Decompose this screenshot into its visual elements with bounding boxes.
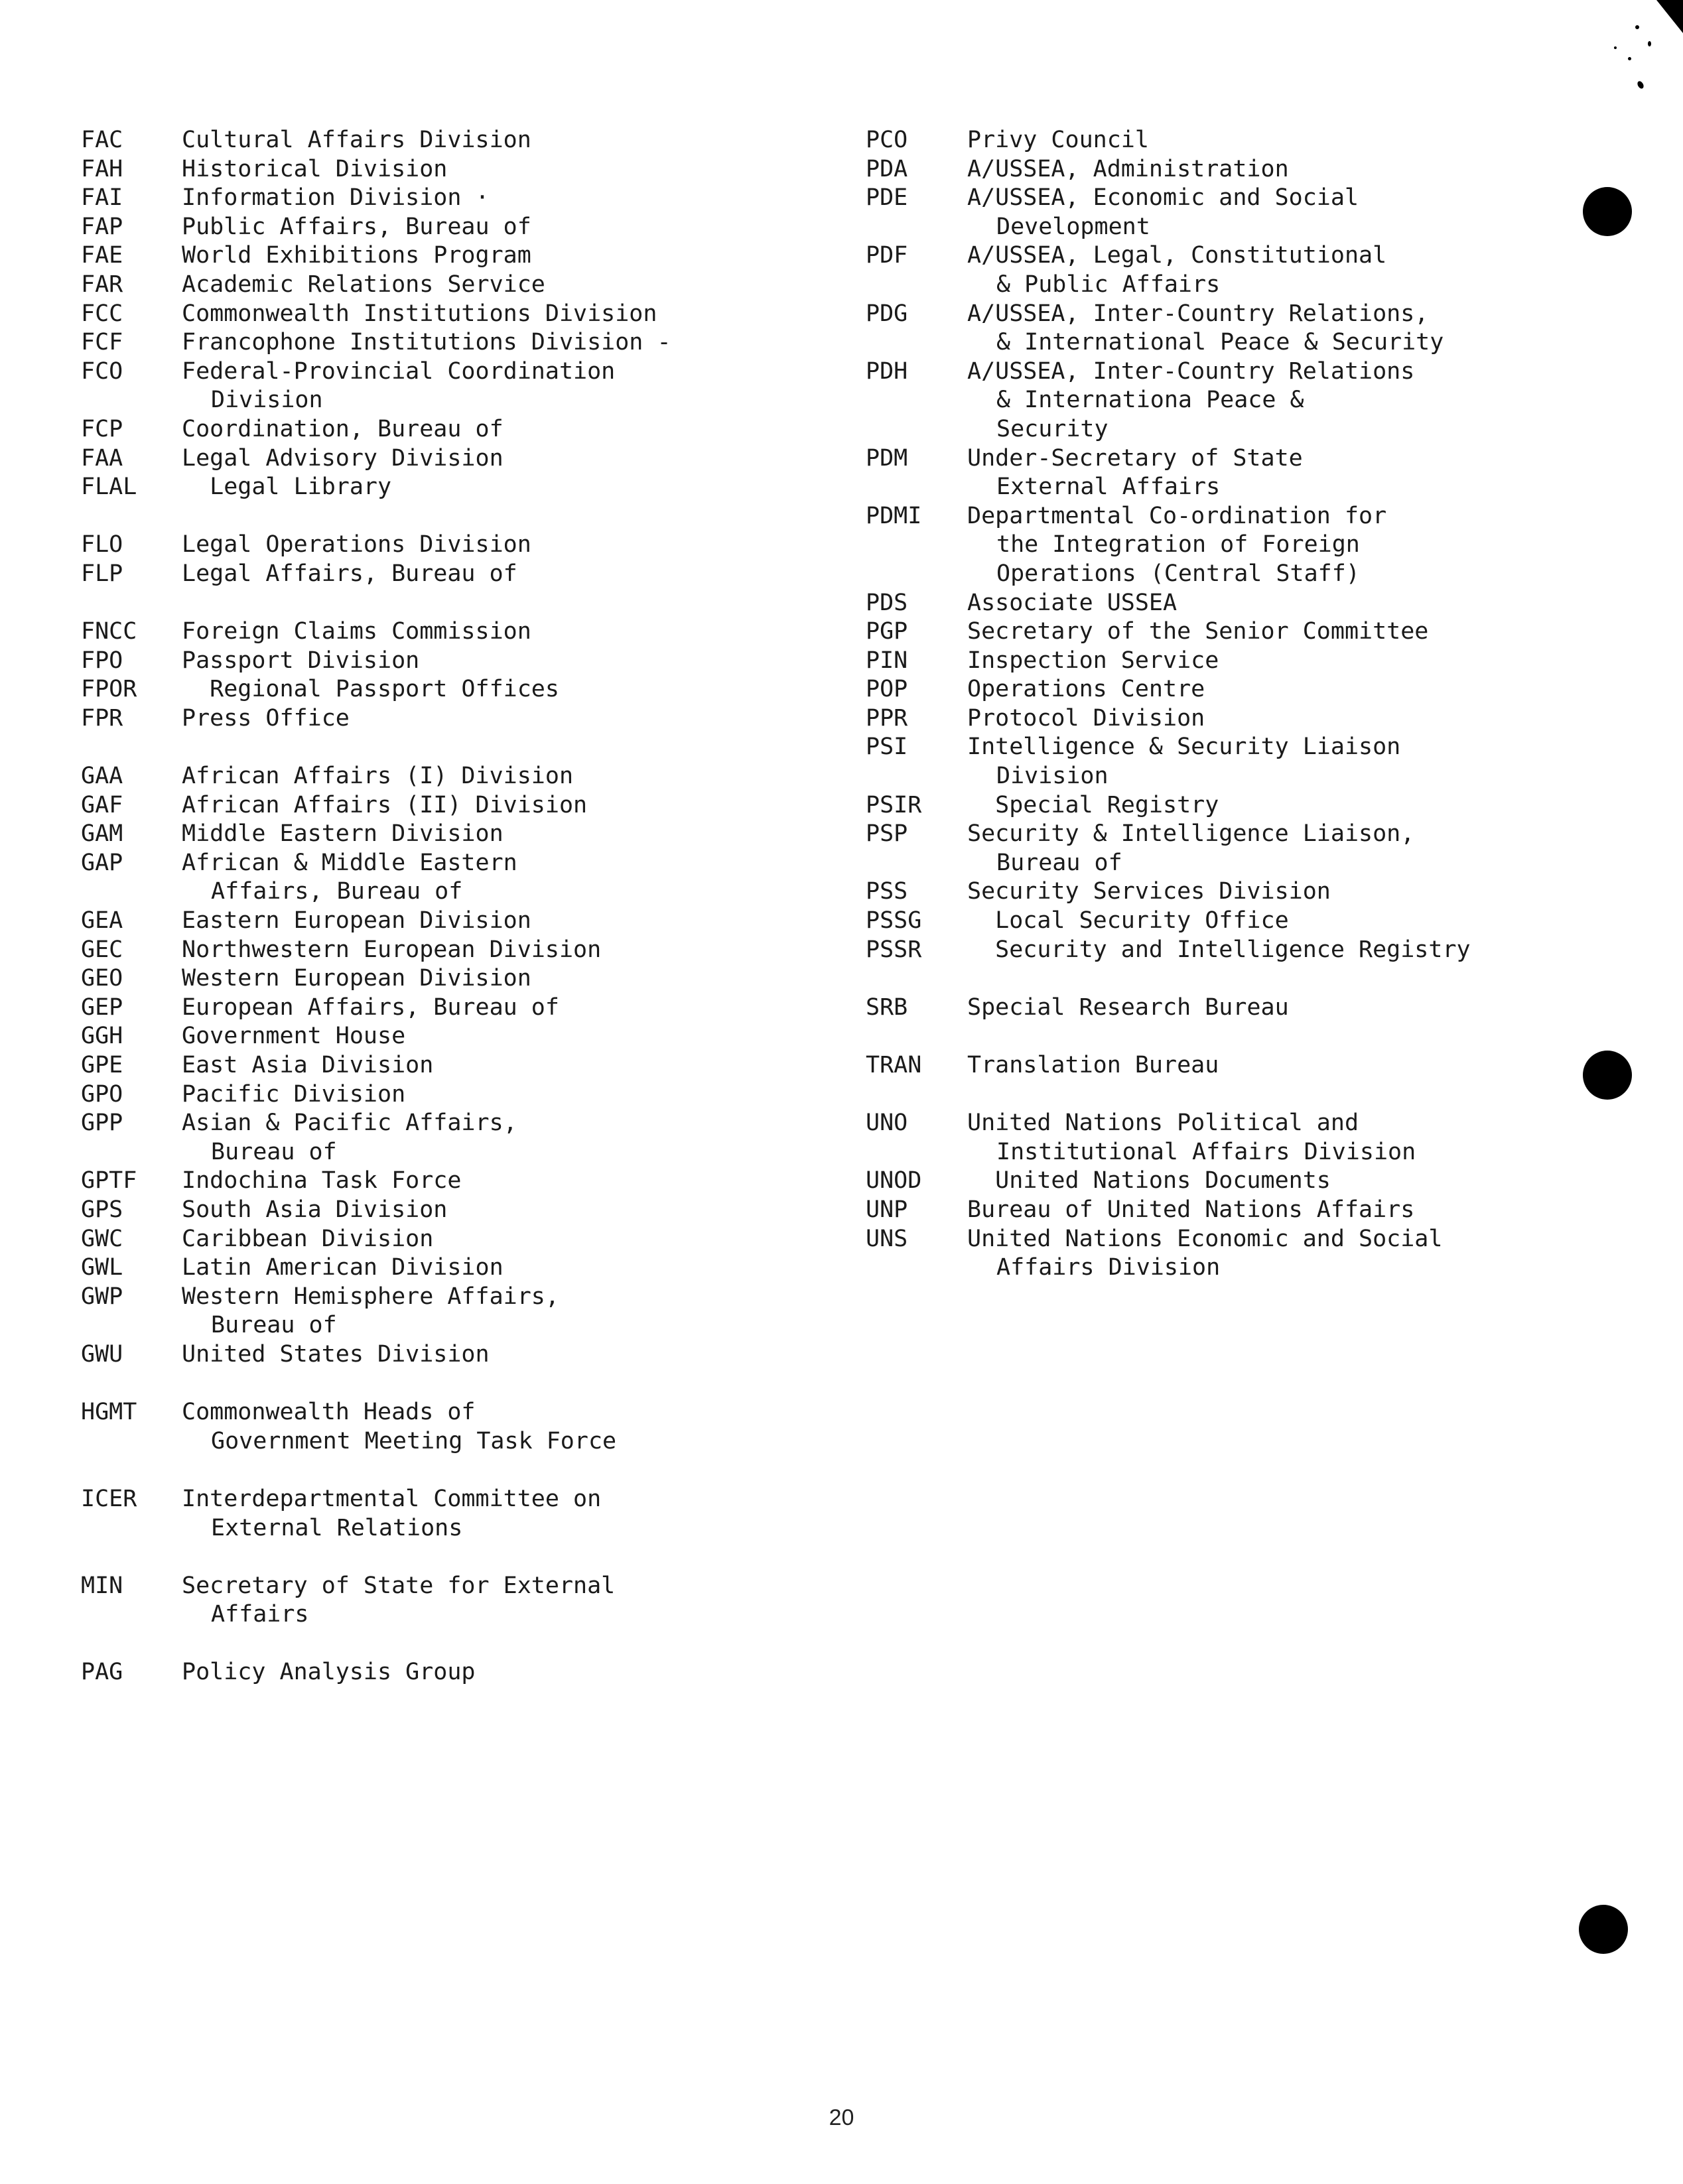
abbreviation-code: PSI <box>866 734 908 761</box>
abbreviation-code: ICER <box>81 1485 137 1512</box>
page-number: 20 <box>829 2105 854 2130</box>
description-line: Under-Secretary of State <box>967 444 1303 472</box>
abbreviation-code: UNOD <box>866 1167 922 1194</box>
description-line: External Affairs <box>996 474 1221 501</box>
abbreviation-description <box>182 1398 811 1456</box>
abbreviation-entry <box>81 994 811 1023</box>
abbreviation-entry <box>81 1080 811 1110</box>
abbreviation-entry <box>81 1167 811 1196</box>
abbreviation-entry <box>81 1253 811 1283</box>
abbreviation-description <box>182 155 811 184</box>
description-line: Federal-Provincial Coordination <box>182 357 616 385</box>
scan-speck <box>1635 25 1639 29</box>
abbreviation-code: GAA <box>81 763 123 790</box>
abbreviation-description <box>182 328 811 357</box>
description-line: Bureau of <box>211 1312 337 1339</box>
abbreviation-entry <box>81 704 811 734</box>
abbreviation-code: FAR <box>81 271 123 298</box>
description-line: Associate USSEA <box>967 589 1178 616</box>
description-line: Western Hemisphere Affairs, <box>182 1283 559 1310</box>
description-line: Secretary of State for External <box>182 1572 616 1599</box>
description-line: Caribbean Division <box>182 1225 434 1252</box>
description-line: Special Research Bureau <box>967 994 1289 1021</box>
abbreviation-description <box>182 762 811 791</box>
abbreviation-code: FAH <box>81 155 123 182</box>
description-line: Policy Analysis Group <box>182 1659 476 1686</box>
abbreviation-description <box>182 1658 811 1687</box>
abbreviation-code: GEC <box>81 936 123 963</box>
abbreviation-description <box>967 907 1649 936</box>
abbreviation-description <box>967 300 1649 357</box>
abbreviation-description <box>182 1022 811 1051</box>
abbreviation-entry <box>866 1167 1649 1196</box>
description-line: Commonwealth Heads of <box>182 1399 476 1426</box>
abbreviation-entry <box>81 415 811 444</box>
abbreviation-description <box>967 1225 1649 1283</box>
abbreviation-entry <box>866 1196 1649 1225</box>
abbreviation-code: GWL <box>81 1254 123 1281</box>
description-line: Security <box>996 415 1109 442</box>
abbreviation-entry <box>81 444 811 474</box>
description-line: Legal Operations Division <box>182 531 531 558</box>
description-line: Interdepartmental Committee on <box>182 1485 602 1512</box>
abbreviation-description <box>182 1196 811 1225</box>
abbreviation-entry <box>81 791 811 820</box>
description-line: African Affairs (I) Division <box>182 763 574 790</box>
abbreviation-entry <box>81 155 811 184</box>
abbreviation-description <box>182 126 811 155</box>
description-line: External Relations <box>211 1514 463 1541</box>
abbreviation-code: GPE <box>81 1052 123 1078</box>
description-line: Division <box>996 763 1109 790</box>
abbreviation-entry <box>866 1109 1649 1167</box>
abbreviation-entry <box>866 994 1649 1023</box>
description-line: Information Division · <box>182 184 490 212</box>
description-line: Affairs <box>211 1601 309 1628</box>
abbreviation-entry <box>81 357 811 415</box>
abbreviation-entry <box>81 1340 811 1370</box>
description-line: Affairs, Bureau of <box>211 878 463 905</box>
abbreviation-entry <box>81 617 811 647</box>
abbreviation-description <box>967 241 1649 299</box>
abbreviation-code: PDA <box>866 155 908 182</box>
abbreviation-code: PIN <box>866 647 908 674</box>
description-line: Press Office <box>182 704 350 732</box>
abbreviation-code: GEA <box>81 907 123 934</box>
abbreviation-entry <box>866 1225 1649 1283</box>
abbreviation-description <box>182 300 811 329</box>
abbreviation-description <box>967 994 1649 1023</box>
abbreviation-description <box>182 241 811 271</box>
description-line: A/USSEA, Inter-Country Relations, <box>967 300 1429 327</box>
abbreviation-code: FCC <box>81 300 123 327</box>
abbreviation-code: FAI <box>81 184 123 212</box>
description-line: United Nations Documents <box>967 1167 1331 1194</box>
abbreviation-entry <box>866 647 1649 676</box>
abbreviation-entry <box>866 357 1649 444</box>
abbreviation-code: PDG <box>866 300 908 327</box>
abbreviation-description <box>182 1080 811 1110</box>
abbreviation-description <box>967 1051 1649 1080</box>
abbreviation-code: FAC <box>81 127 123 153</box>
abbreviation-description <box>182 271 811 300</box>
abbreviation-code: FPOR <box>81 676 137 703</box>
abbreviation-entry <box>81 1196 811 1225</box>
abbreviation-description <box>182 791 811 820</box>
abbreviation-entry <box>866 502 1649 589</box>
abbreviation-list-right <box>866 126 1649 1283</box>
abbreviation-entry <box>81 820 811 849</box>
description-line: Inspection Service <box>967 647 1219 674</box>
description-line: Departmental Co-ordination for <box>967 502 1387 529</box>
abbreviation-description <box>967 502 1649 589</box>
punch-hole <box>1579 1905 1628 1954</box>
description-line: Bureau of <box>996 849 1122 876</box>
abbreviation-description <box>967 1167 1649 1196</box>
abbreviation-entry <box>81 1022 811 1051</box>
description-line: Latin American Division <box>182 1254 504 1281</box>
abbreviation-description <box>182 1572 811 1630</box>
scan-speck <box>1637 80 1645 90</box>
abbreviation-description <box>967 126 1649 155</box>
abbreviation-code: FPO <box>81 647 123 674</box>
description-line: Affairs Division <box>996 1254 1221 1281</box>
abbreviation-entry <box>81 328 811 357</box>
abbreviation-entry <box>866 907 1649 936</box>
abbreviation-description <box>967 675 1649 704</box>
description-line: the Integration of Foreign <box>996 531 1360 558</box>
abbreviation-entry <box>81 1572 811 1630</box>
description-line: Legal Affairs, Bureau of <box>182 560 517 587</box>
abbreviation-code: PSSR <box>866 936 922 963</box>
abbreviation-entry <box>81 907 811 936</box>
abbreviation-code: PPR <box>866 704 908 732</box>
description-line: Middle Eastern Division <box>182 820 504 848</box>
abbreviation-code: GPS <box>81 1196 123 1223</box>
description-line: Security Services Division <box>967 878 1331 905</box>
description-line: Bureau of United Nations Affairs <box>967 1196 1415 1223</box>
abbreviation-entry <box>81 1485 811 1543</box>
abbreviation-description <box>967 155 1649 184</box>
abbreviation-code: FAA <box>81 444 123 472</box>
abbreviation-code: PSP <box>866 820 908 848</box>
abbreviation-code: FPR <box>81 704 123 732</box>
description-line: East Asia Division <box>182 1052 434 1078</box>
abbreviation-code: GAM <box>81 820 123 848</box>
abbreviation-code: PDMI <box>866 502 922 529</box>
abbreviation-entry <box>866 126 1649 155</box>
description-line: A/USSEA, Inter-Country Relations <box>967 357 1415 385</box>
description-line: Regional Passport Offices <box>182 676 559 703</box>
description-line: Asian & Pacific Affairs, <box>182 1110 517 1137</box>
abbreviation-description <box>182 704 811 734</box>
abbreviation-description <box>967 936 1649 965</box>
abbreviation-code: PCO <box>866 127 908 153</box>
abbreviation-entry <box>866 675 1649 704</box>
description-line: Western European Division <box>182 965 531 992</box>
abbreviation-description <box>182 444 811 474</box>
description-line: Legal Library <box>182 474 392 501</box>
abbreviation-code: PDF <box>866 242 908 269</box>
abbreviation-code: FLP <box>81 560 123 587</box>
abbreviation-description <box>182 964 811 994</box>
abbreviation-code: TRAN <box>866 1052 922 1078</box>
abbreviation-description <box>182 1109 811 1167</box>
abbreviation-entry <box>866 300 1649 357</box>
abbreviation-entry <box>866 184 1649 241</box>
description-line: Government House <box>182 1023 406 1050</box>
abbreviation-code: FLAL <box>81 474 137 501</box>
abbreviation-entry <box>81 762 811 791</box>
abbreviation-code: GEO <box>81 965 123 992</box>
abbreviation-code: PAG <box>81 1659 123 1686</box>
abbreviation-code: FCP <box>81 415 123 442</box>
abbreviation-entry <box>866 241 1649 299</box>
abbreviation-code: FLO <box>81 531 123 558</box>
abbreviation-entry <box>866 820 1649 877</box>
description-line: Security & Intelligence Liaison, <box>967 820 1415 848</box>
description-line: & International Peace & Security <box>996 329 1444 356</box>
description-line: Passport Division <box>182 647 420 674</box>
abbreviation-code: HGMT <box>81 1399 137 1426</box>
description-line: Indochina Task Force <box>182 1167 462 1194</box>
abbreviation-entry <box>81 1225 811 1254</box>
abbreviation-entry <box>866 791 1649 820</box>
abbreviation-code: PDM <box>866 444 908 472</box>
description-line: Historical Division <box>182 155 448 182</box>
abbreviation-description <box>967 791 1649 820</box>
description-line: Government Meeting Task Force <box>211 1427 617 1454</box>
abbreviation-description <box>182 675 811 704</box>
abbreviation-code: POP <box>866 676 908 703</box>
abbreviation-description <box>182 560 811 589</box>
abbreviation-code: GGH <box>81 1023 123 1050</box>
description-line: Operations (Central Staff) <box>996 560 1360 587</box>
abbreviation-entry <box>81 849 811 907</box>
description-line: A/USSEA, Administration <box>967 155 1289 182</box>
abbreviation-entry <box>866 617 1649 647</box>
abbreviation-description <box>967 820 1649 877</box>
abbreviation-code: GAP <box>81 849 123 876</box>
abbreviation-entry <box>81 473 811 502</box>
abbreviation-entry <box>81 1109 811 1167</box>
abbreviation-entry <box>866 1051 1649 1080</box>
abbreviation-description <box>182 994 811 1023</box>
abbreviation-description <box>182 1485 811 1543</box>
description-line: Commonwealth Institutions Division <box>182 300 657 327</box>
abbreviation-description <box>967 589 1649 618</box>
description-line: Division <box>211 387 323 414</box>
description-line: Academic Relations Service <box>182 271 545 298</box>
abbreviation-code: FCO <box>81 357 123 385</box>
abbreviation-description <box>182 1051 811 1080</box>
abbreviation-entry <box>81 184 811 213</box>
description-line: African & Middle Eastern <box>182 849 517 876</box>
abbreviation-code: UNP <box>866 1196 908 1223</box>
abbreviation-entry <box>866 155 1649 184</box>
description-line: Intelligence & Security Liaison <box>967 734 1401 761</box>
abbreviation-code: GWC <box>81 1225 123 1252</box>
abbreviation-description <box>182 849 811 907</box>
abbreviation-code: PGP <box>866 618 908 645</box>
abbreviation-code: FNCC <box>81 618 137 645</box>
description-line: World Exhibitions Program <box>182 242 531 269</box>
abbreviation-description <box>182 1167 811 1196</box>
abbreviation-code: SRB <box>866 994 908 1021</box>
description-line: Francophone Institutions Division - <box>182 329 671 356</box>
abbreviation-entry <box>81 964 811 994</box>
abbreviation-description <box>967 647 1649 676</box>
description-line: Development <box>996 213 1150 240</box>
description-line: Privy Council <box>967 127 1149 153</box>
description-line: Foreign Claims Commission <box>182 618 531 645</box>
abbreviation-description <box>967 444 1649 502</box>
abbreviation-description <box>182 617 811 647</box>
abbreviation-description <box>967 357 1649 444</box>
abbreviation-entry <box>81 241 811 271</box>
abbreviation-entry <box>866 936 1649 965</box>
description-line: Pacific Division <box>182 1080 406 1108</box>
abbreviation-code: GPP <box>81 1110 123 1137</box>
abbreviation-entry <box>81 1398 811 1456</box>
description-line: United Nations Economic and Social <box>967 1225 1443 1252</box>
scan-speck <box>1648 41 1651 46</box>
abbreviation-description <box>182 1225 811 1254</box>
abbreviation-description <box>967 184 1649 241</box>
abbreviation-list-left <box>81 126 811 1687</box>
abbreviation-code: FAP <box>81 213 123 240</box>
abbreviation-code: PSS <box>866 878 908 905</box>
abbreviation-description <box>182 357 811 415</box>
abbreviation-description <box>967 617 1649 647</box>
abbreviation-code: PDH <box>866 357 908 385</box>
abbreviation-description <box>182 647 811 676</box>
abbreviation-code: FAE <box>81 242 123 269</box>
abbreviation-code: PSSG <box>866 907 922 934</box>
abbreviation-entry <box>81 213 811 242</box>
abbreviation-description <box>182 531 811 560</box>
abbreviation-entry <box>81 1051 811 1080</box>
description-line: Legal Advisory Division <box>182 444 504 472</box>
description-line: & Internationa Peace & <box>996 387 1304 414</box>
abbreviation-description <box>182 415 811 444</box>
abbreviation-code: PDE <box>866 184 908 212</box>
description-line: Local Security Office <box>967 907 1289 934</box>
description-line: Protocol Division <box>967 704 1205 732</box>
abbreviation-code: UNO <box>866 1110 908 1137</box>
description-line: Northwestern European Division <box>182 936 602 963</box>
description-line: Cultural Affairs Division <box>182 127 531 153</box>
corner-scan-mark <box>1656 0 1683 33</box>
abbreviation-entry <box>866 589 1649 618</box>
abbreviation-entry <box>81 126 811 155</box>
description-line: Public Affairs, Bureau of <box>182 213 531 240</box>
abbreviation-description <box>967 704 1649 734</box>
description-line: European Affairs, Bureau of <box>182 994 559 1021</box>
abbreviation-description <box>182 936 811 965</box>
abbreviation-entry <box>81 1658 811 1687</box>
abbreviation-description <box>182 1340 811 1370</box>
abbreviation-entry <box>81 300 811 329</box>
description-line: United States Division <box>182 1340 490 1368</box>
abbreviation-description <box>967 1196 1649 1225</box>
description-line: Security and Intelligence Registry <box>967 936 1471 963</box>
abbreviation-code: GAF <box>81 791 123 818</box>
description-line: Coordination, Bureau of <box>182 415 504 442</box>
description-line: Operations Centre <box>967 676 1205 703</box>
abbreviation-code: UNS <box>866 1225 908 1252</box>
abbreviation-code: FCF <box>81 329 123 356</box>
description-line: Bureau of <box>211 1138 337 1165</box>
abbreviation-description <box>182 1253 811 1283</box>
description-line: African Affairs (II) Division <box>182 791 588 818</box>
abbreviation-description <box>182 820 811 849</box>
description-line: Special Registry <box>967 791 1219 818</box>
abbreviation-entry <box>81 531 811 560</box>
abbreviation-description <box>967 877 1649 907</box>
abbreviation-entry <box>81 1283 811 1340</box>
description-line: United Nations Political and <box>967 1110 1359 1137</box>
scan-speck <box>1628 57 1631 60</box>
abbreviation-code: GWU <box>81 1340 123 1368</box>
abbreviation-description <box>182 1283 811 1340</box>
abbreviation-entry <box>81 675 811 704</box>
scan-speck <box>1614 46 1617 49</box>
abbreviation-entry <box>866 704 1649 734</box>
abbreviation-code: MIN <box>81 1572 123 1599</box>
abbreviation-code: PSIR <box>866 791 922 818</box>
description-line: Translation Bureau <box>967 1052 1219 1078</box>
abbreviation-entry <box>866 444 1649 502</box>
abbreviation-description <box>182 907 811 936</box>
description-line: South Asia Division <box>182 1196 448 1223</box>
description-line: & Public Affairs <box>996 271 1221 298</box>
abbreviation-entry <box>866 877 1649 907</box>
description-line: A/USSEA, Legal, Constitutional <box>967 242 1387 269</box>
abbreviation-description <box>182 184 811 213</box>
abbreviation-code: GWP <box>81 1283 123 1310</box>
description-line: Institutional Affairs Division <box>996 1138 1416 1165</box>
abbreviation-entry <box>81 936 811 965</box>
abbreviation-entry <box>81 271 811 300</box>
abbreviation-code: GPTF <box>81 1167 137 1194</box>
abbreviation-code: GEP <box>81 994 123 1021</box>
abbreviation-description <box>967 1109 1649 1167</box>
abbreviation-description <box>967 733 1649 791</box>
abbreviation-code: GPO <box>81 1080 123 1108</box>
description-line: Secretary of the Senior Committee <box>967 618 1429 645</box>
abbreviation-description <box>182 473 811 502</box>
description-line: Eastern European Division <box>182 907 531 934</box>
abbreviation-entry <box>81 647 811 676</box>
abbreviation-entry <box>81 560 811 589</box>
abbreviation-description <box>182 213 811 242</box>
abbreviation-entry <box>866 733 1649 791</box>
description-line: A/USSEA, Economic and Social <box>967 184 1359 212</box>
abbreviation-code: PDS <box>866 589 908 616</box>
